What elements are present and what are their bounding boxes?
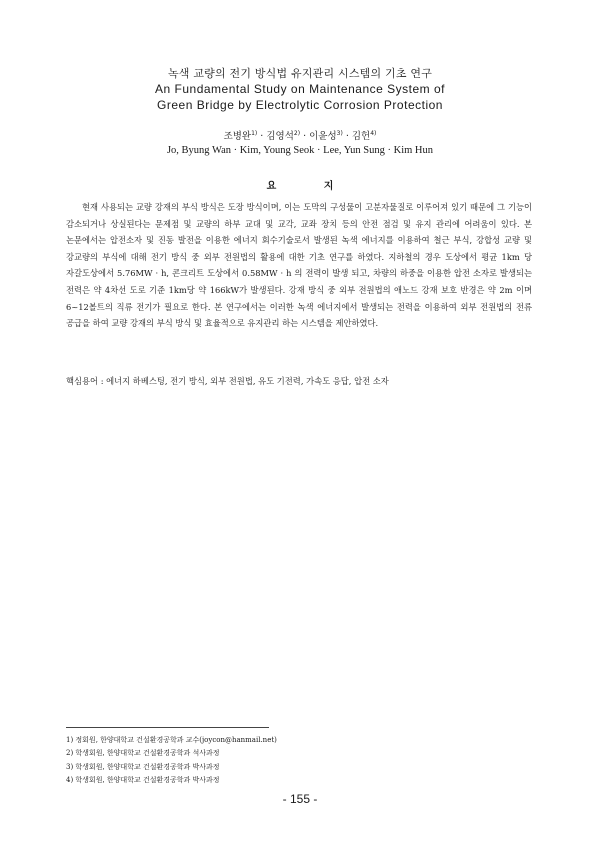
footnote-item: 1) 정회원, 한양대학교 건설환경공학과 교수(joycon@hanmail.net) xyxy=(66,736,277,744)
author-separator: · xyxy=(257,131,267,143)
footnote-divider xyxy=(66,727,269,728)
footnote-item: 2) 학생회원, 한양대학교 건설환경공학과 석사과정 xyxy=(66,749,220,758)
title-english-line2: Green Bridge by Electrolytic Corrosion Protection xyxy=(157,97,443,112)
author-name: 이윤성 xyxy=(309,131,337,143)
author-footnote-mark: 2) xyxy=(293,130,301,137)
author-separator: · xyxy=(300,131,310,143)
author-name: 김영석 xyxy=(266,131,294,143)
authors-english: Jo, Byung Wan · Kim, Young Seok · Lee, Yun Sung · Kim Hun xyxy=(166,145,434,157)
author-name: 김헌 xyxy=(351,131,371,143)
author-name: 조병완 xyxy=(223,131,252,143)
author-separator: · xyxy=(342,131,352,143)
author-footnote-mark: 3) xyxy=(336,130,343,137)
author-footnote-mark: 1) xyxy=(251,130,258,137)
authors-korean xyxy=(0,127,600,144)
author-block xyxy=(0,127,600,158)
author-footnote-mark: 4) xyxy=(370,130,377,137)
footnote-item: 3) 학생회원, 한양대학교 건설환경공학과 박사과정 xyxy=(66,762,220,771)
keywords: 핵심용어 : 에너지 하베스팅, 전기 방식, 외부 전원법, 유도 기전력, 가속도 응답, 압전 소자 xyxy=(66,376,389,386)
page-number: - 155 - xyxy=(282,792,318,806)
title-english-line1: An Fundamental Study on Maintenance System of xyxy=(155,82,445,96)
abstract-body: 현재 사용되는 교량 강재의 부식 방식은 도장 방식이며, 이는 도막의 구성물이 고분자물질로 이루어져 있기 때문에 그 기능이 감소되거나 상실된다는 문제점 및 교량의 하부 교대 및 교각, 교좌 장치 등의 안전 점검 및 유지 관리에 어려움이 있다. 본 논문에서는 압전소자 및 진동 발전을 이용한 에너지 회수기술로서 발생된 녹색 에너지를 이용하여 철근 부식, 강합성 교량 및 강교량의 부식에 대해 전기 방식 중 외부 전원법의 활용에 대한 기초 연구를 하였다. 지하철의 경우 도상에서 평균 1km 당 자갈도상에서 5.76MW · h, 콘크리트 도상에서 0.58MW · h 의 전력이 발생 되고, 차량의 하중을 이용한 압전 소자로 발생되는 전력은 약 4차선 도로 기준 1km당 약 166kW가 발생된다. 강재 방식 중 외부 전원법의 애노드 강재 보호 반경은 약 2m 이며 6~12볼트의 직류 전기가 필요로 한다. 본 연구에서는 이러한 녹색 에너지에서 발생되는 전력을 이용하여 외부 전원법의 전류 공급을 하여 교량 강재의 부식 방식 및 효율적으로 유지관리 하는 시스템을 제안하였다. xyxy=(66,202,532,329)
title-korean: 녹색 교량의 전기 방식법 유지관리 시스템의 기초 연구 xyxy=(167,67,433,80)
title-block xyxy=(0,66,600,113)
abstract-heading: 요 지 xyxy=(266,181,356,192)
footnote-list xyxy=(66,734,532,787)
footnote-item: 4) 학생회원, 한양대학교 건설환경공학과 박사과정 xyxy=(66,775,220,784)
